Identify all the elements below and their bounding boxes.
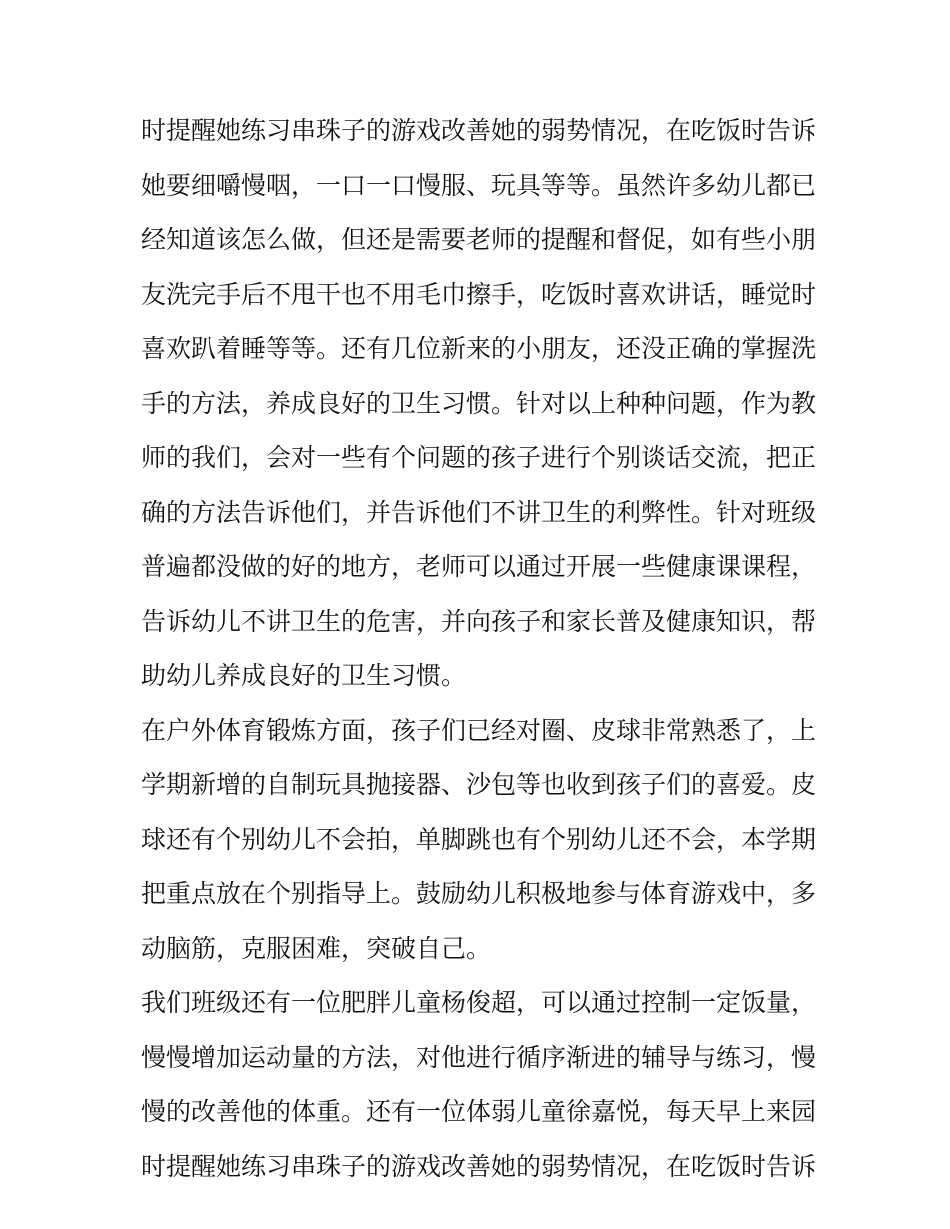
- text-line: 慢慢增加运动量的方法，对他进行循序渐进的辅导与练习，慢: [141, 1042, 817, 1072]
- text-line: 友洗完手后不甩干也不用毛巾擦手，吃饭时喜欢讲话，睡觉时: [141, 279, 817, 309]
- text-line: 慢的改善他的体重。还有一位体弱儿童徐嘉悦，每天早上来园: [141, 1097, 817, 1126]
- text-line: 时提醒她练习串珠子的游戏改善她的弱势情况，在吃饭时告诉: [141, 116, 817, 145]
- text-line: 师的我们，会对一些有个问题的孩子进行个别谈话交流，把正: [141, 443, 817, 472]
- text-line: 动脑筋，克服困难，突破自己。: [141, 933, 492, 963]
- text-line: 球还有个别幼儿不会拍，单脚跳也有个别幼儿还不会，本学期: [141, 824, 817, 854]
- text-line: 手的方法，养成良好的卫生习惯。针对以上种种问题，作为教: [141, 388, 817, 418]
- body-text: [141, 104, 821, 1194]
- text-line: 把重点放在个别指导上。鼓励幼儿积极地参与体育游戏中，多: [141, 879, 817, 908]
- text-line: 普遍都没做的好的地方，老师可以通过开展一些健康课课程，: [141, 552, 817, 581]
- text-line: 喜欢趴着睡等等。还有几位新来的小朋友，还没正确的掌握洗: [141, 334, 817, 363]
- text-line: 我们班级还有一位肥胖儿童杨俊超，可以通过控制一定饭量，: [141, 988, 817, 1017]
- text-line: 确的方法告诉他们，并告诉他们不讲卫生的利弊性。针对班级: [141, 497, 817, 527]
- text-line: 在户外体育锻炼方面，孩子们已经对圈、皮球非常熟悉了，上: [141, 715, 817, 745]
- text-line: 时提醒她练习串珠子的游戏改善她的弱势情况，在吃饭时告诉: [141, 1151, 817, 1181]
- text-line: 学期新增的自制玩具抛接器、沙包等也收到孩子们的喜爱。皮: [141, 770, 817, 799]
- text-line: 经知道该怎么做，但还是需要老师的提醒和督促，如有些小朋: [141, 225, 817, 254]
- text-line: 助幼儿养成良好的卫生习惯。: [141, 661, 467, 690]
- text-line: 她要细嚼慢咽，一口一口慢服、玩具等等。虽然许多幼儿都已: [141, 170, 817, 200]
- text-line: 告诉幼儿不讲卫生的危害，并向孩子和家长普及健康知识，帮: [141, 606, 817, 636]
